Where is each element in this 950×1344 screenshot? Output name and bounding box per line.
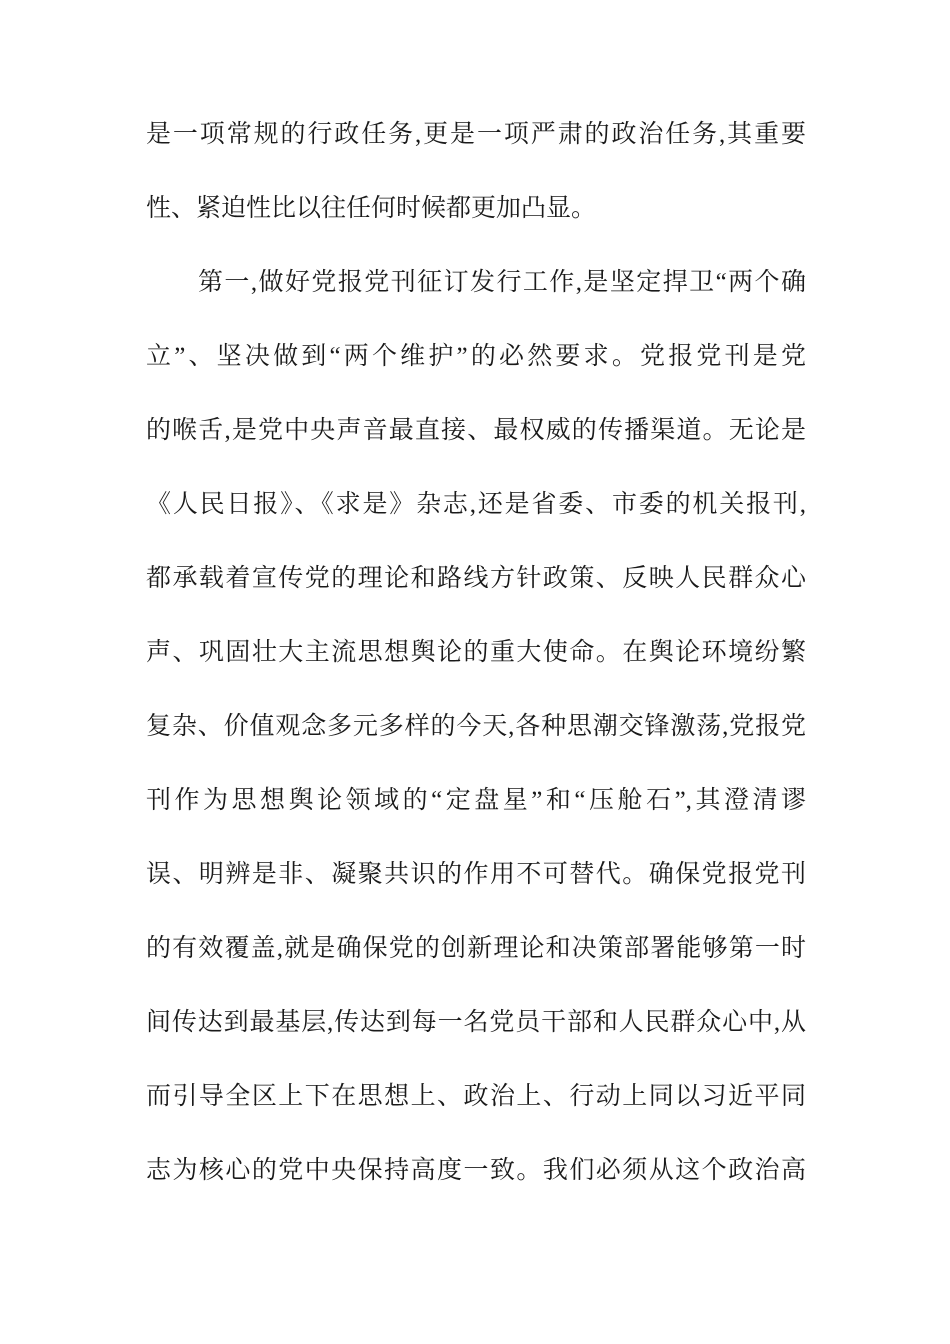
document-line: 性、紧迫性比以往任何时候都更加凸显。 [146, 195, 597, 222]
document-line: 志为核心的党中央保持高度一致。我们必须从这个政治高 [146, 1157, 806, 1184]
document-line: 的有效覆盖,就是确保党的创新理论和决策部署能够第一时 [146, 935, 806, 962]
paragraph [146, 98, 806, 246]
document-line: 的喉舌,是党中央声音最直接、最权威的传播渠道。无论是 [146, 417, 806, 444]
paragraph [146, 246, 806, 1208]
document-line: 而引导全区上下在思想上、政治上、行动上同以习近平同 [146, 1083, 806, 1110]
document-body [146, 98, 806, 1208]
document-line: 立”、坚决做到“两个维护”的必然要求。党报党刊是党 [146, 343, 806, 370]
document-line: 都承载着宣传党的理论和路线方针政策、反映人民群众心 [146, 565, 806, 592]
document-line: 《人民日报》、《求是》杂志,还是省委、市委的机关报刊, [146, 491, 806, 518]
document-line: 复杂、价值观念多元多样的今天,各种思潮交锋激荡,党报党 [146, 713, 806, 740]
document-line: 间传达到最基层,传达到每一名党员干部和人民群众心中,从 [146, 1009, 806, 1036]
document-line: 误、明辨是非、凝聚共识的作用不可替代。确保党报党刊 [146, 861, 806, 888]
document-line: 第一,做好党报党刊征订发行工作,是坚定捍卫“两个确 [198, 269, 806, 296]
document-line: 是一项常规的行政任务,更是一项严肃的政治任务,其重要 [146, 121, 806, 148]
document-line: 刊作为思想舆论领域的“定盘星”和“压舱石”,其澄清谬 [146, 787, 806, 814]
document-line: 声、巩固壮大主流思想舆论的重大使命。在舆论环境纷繁 [146, 639, 806, 666]
